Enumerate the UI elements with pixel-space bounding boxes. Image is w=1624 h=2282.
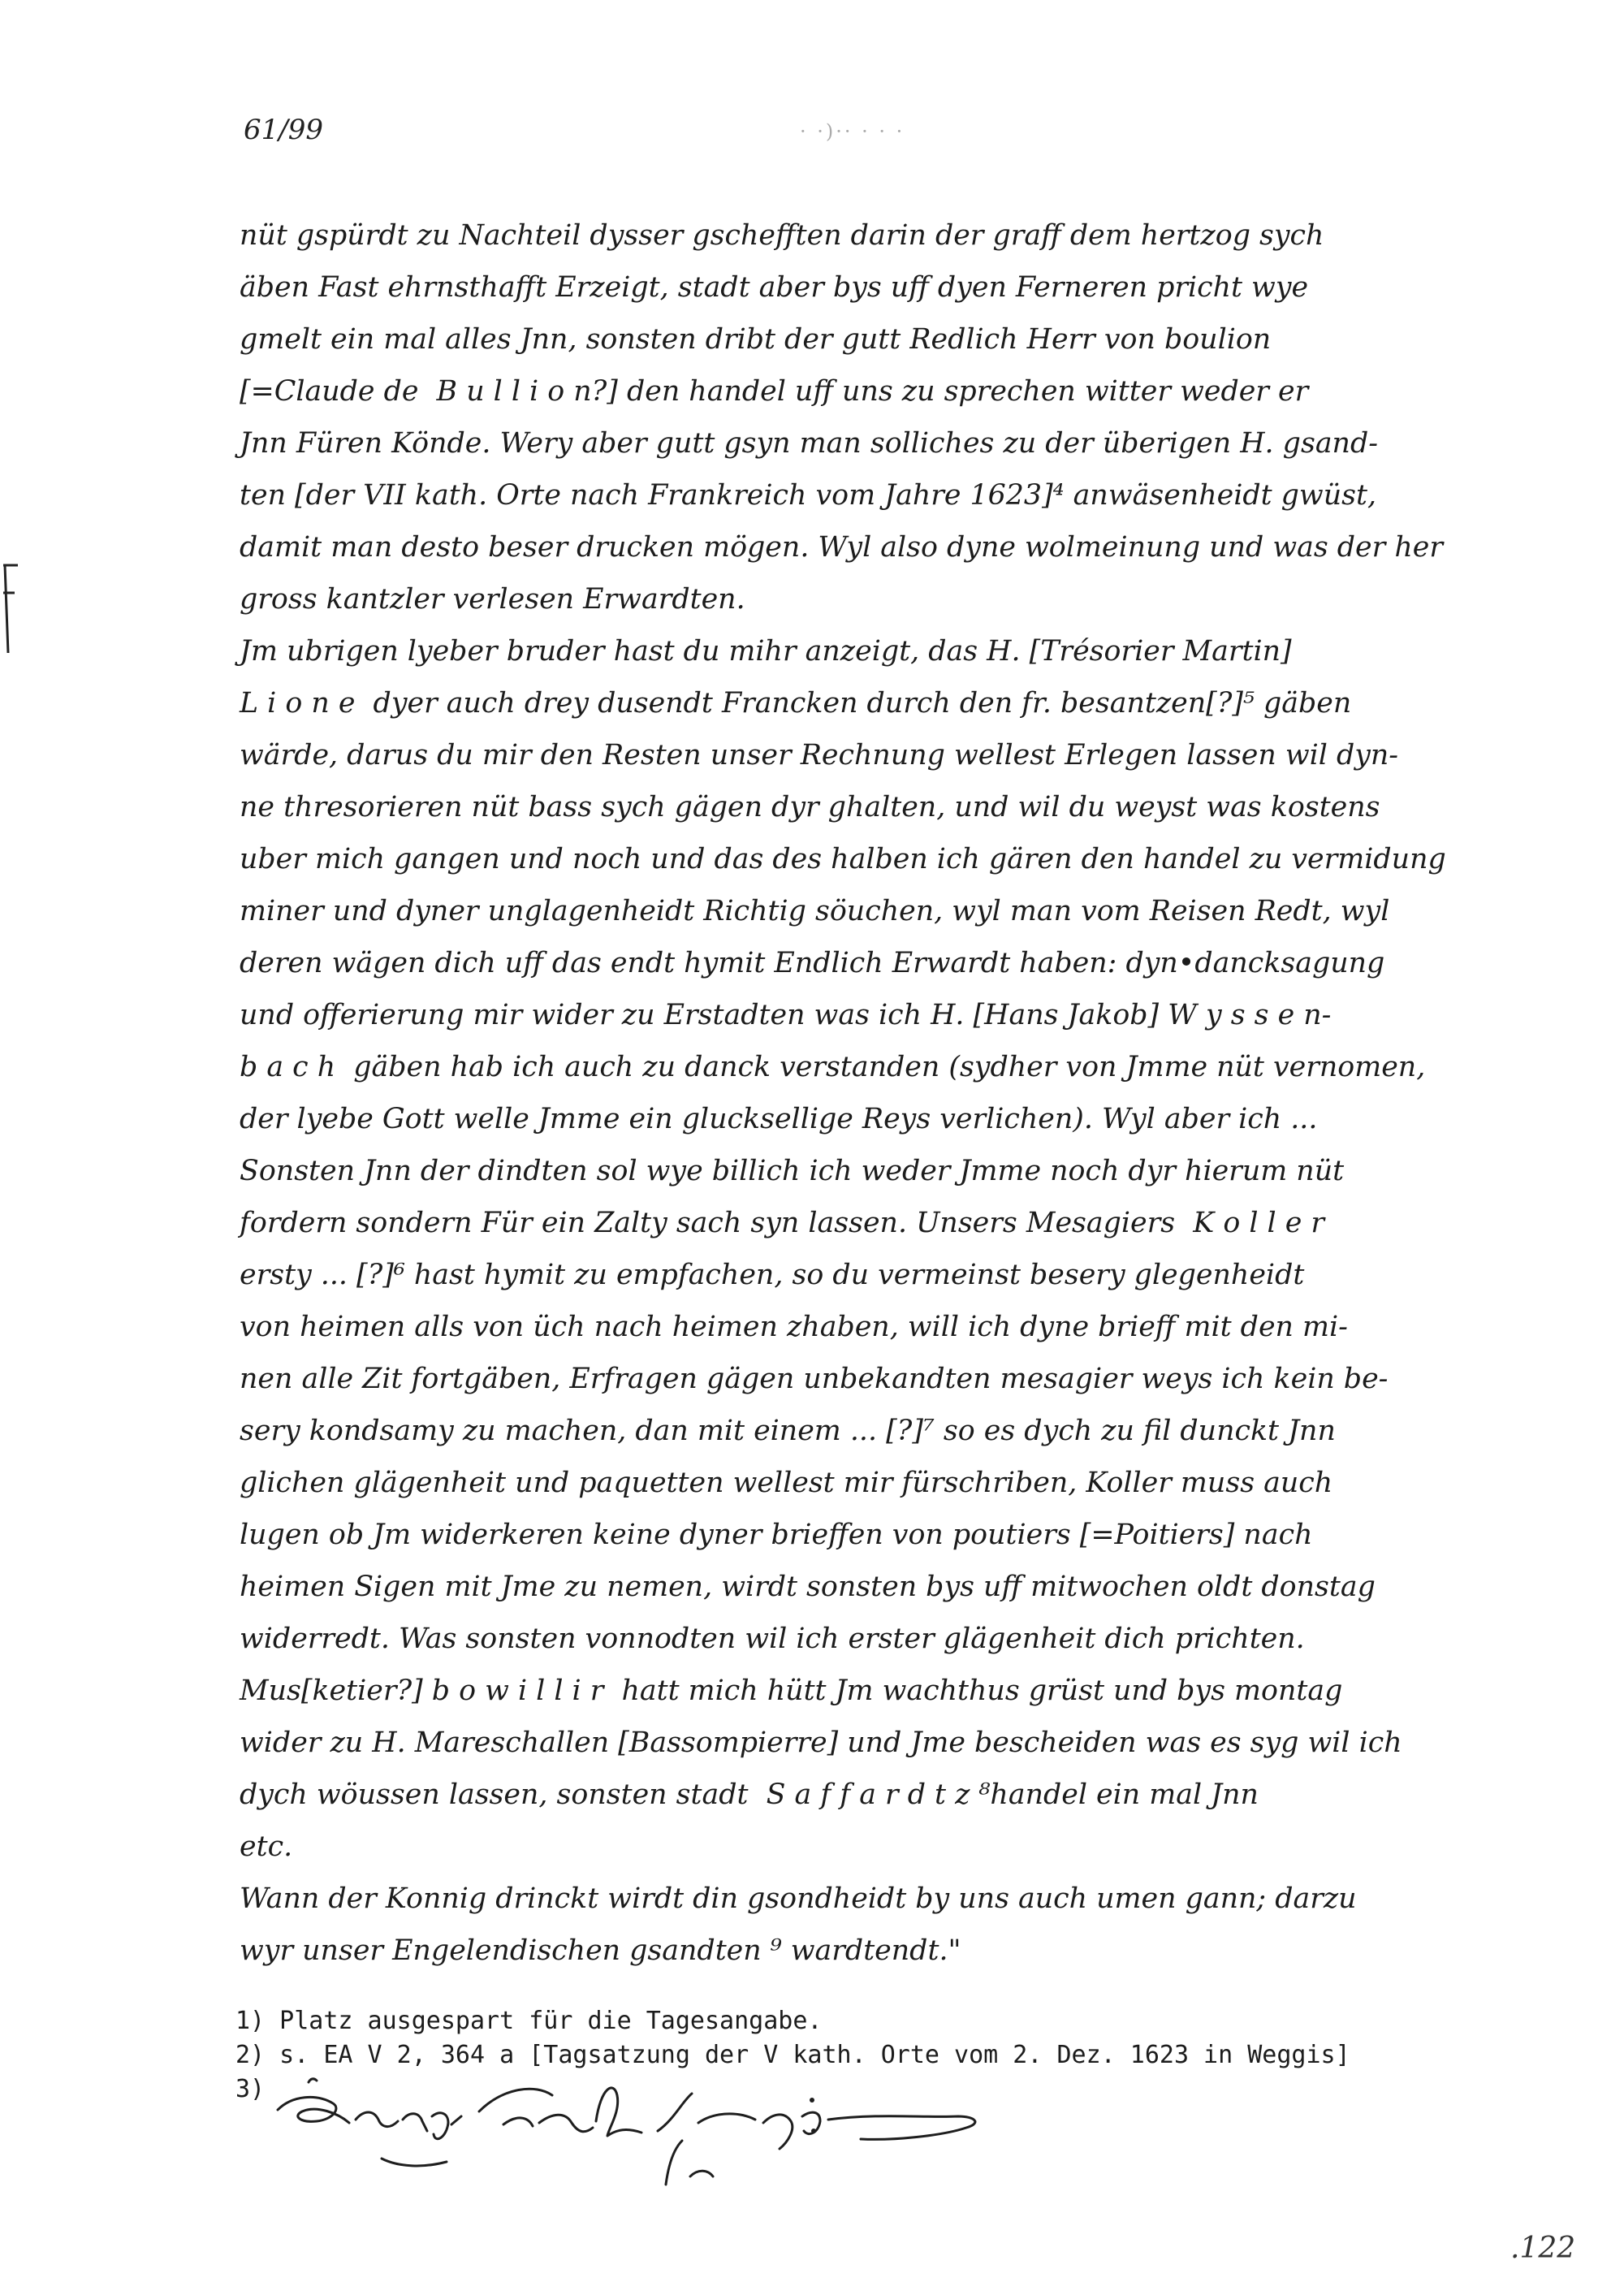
text-line: etc.	[240, 1830, 293, 1863]
text-line: Sonsten Jnn der dindten sol wye billich ich weder Jmme noch dyr hierum nüt	[240, 1155, 1345, 1187]
text-line: L i o n e dyer auch drey dusendt Francken durch den fr. besantzen[?]⁵ gäben	[240, 687, 1352, 720]
text-line: damit man desto beser drucken mögen. Wyl also dyne wolmeinung und was der her	[240, 531, 1443, 564]
text-line: Mus[ketier?] b o w i l l i r hatt mich hütt Jm wachthus grüst und bys montag	[240, 1675, 1343, 1707]
footnote-line: 1) Platz ausgespart für die Tagesangabe.	[235, 2007, 823, 2035]
text-line: uber mich gangen und noch und das des halben ich gären den handel zu vermidung	[240, 843, 1446, 875]
text-line: nen alle Zit fortgäben, Erfragen gägen unbekandten mesagier weys ich kein be-	[240, 1363, 1389, 1395]
text-line: gross kantzler verlesen Erwardten.	[240, 583, 745, 616]
text-line: Wann der Konnig drinckt wirdt din gsondheidt by uns auch umen gann; darzu	[240, 1882, 1357, 1915]
text-line: von heimen alls von üch nach heimen zhaben, will ich dyne brieff mit den mi-	[240, 1311, 1348, 1343]
handwritten-signature	[260, 2063, 1007, 2225]
text-line: und offerierung mir wider zu Erstadten was ich H. [Hans Jakob] W y s s e n-	[240, 999, 1332, 1031]
text-line: Jm ubrigen lyeber bruder hast du mihr anzeigt, das H. [Trésorier Martin]	[240, 635, 1292, 668]
text-line: b a c h gäben hab ich auch zu danck verstanden (sydher von Jmme nüt vernomen,	[240, 1051, 1426, 1083]
text-line: ne thresorieren nüt bass sych gägen dyr ghalten, und wil du weyst was kostens	[240, 791, 1380, 823]
text-line: deren wägen dich uff das endt hymit Endlich Erwardt haben: dyn•dancksagung	[240, 947, 1385, 979]
text-line: wärde, darus du mir den Resten unser Rechnung wellest Erlegen lassen wil dyn-	[240, 739, 1399, 771]
text-line: fordern sondern Für ein Zalty sach syn lassen. Unsers Mesagiers K o l l e r	[240, 1207, 1324, 1239]
text-line: wyr unser Engelendischen gsandten ⁹ wardtendt."	[240, 1934, 961, 1967]
text-line: ersty ... [?]⁶ hast hymit zu empfachen, so du vermeinst besery glegenheidt	[240, 1259, 1305, 1291]
text-line: sery kondsamy zu machen, dan mit einem ... [?]⁷ so es dych zu fil dunckt Jnn	[240, 1415, 1336, 1447]
text-line: dych wöussen lassen, sonsten stadt S a f f a r d t z ⁸handel ein mal Jnn	[240, 1778, 1259, 1811]
margin-bracket-mark	[0, 560, 23, 658]
text-line: lugen ob Jm widerkeren keine dyner brieffen von poutiers [=Poitiers] nach	[240, 1519, 1313, 1551]
text-line: nüt gspürdt zu Nachteil dysser gschefften darin der graff dem hertzog sych	[240, 219, 1324, 252]
corner-archive-number: .122	[1510, 2232, 1576, 2265]
text-line: miner und dyner unglagenheidt Richtig söuchen, wyl man vom Reisen Redt, wyl	[240, 895, 1390, 927]
text-line: ten [der VII kath. Orte nach Frankreich vom Jahre 1623]⁴ anwäsenheidt gwüst,	[240, 479, 1377, 512]
text-line: äben Fast ehrnsthafft Erzeigt, stadt aber bys uff dyen Ferneren pricht wye	[240, 271, 1309, 304]
text-line: [=Claude de B u l l i o n?] den handel uff uns zu sprechen witter weder er	[240, 375, 1309, 408]
footnote-line: 2) s. EA V 2, 364 a [Tagsatzung der V kath. Orte vom 2. Dez. 1623 in Weggis]	[235, 2041, 1350, 2069]
footnote-line: 3)	[235, 2075, 266, 2103]
letter-body-text	[240, 210, 1539, 1977]
text-line: widerredt. Was sonsten vonnodten wil ich erster glägenheit dich prichten.	[240, 1623, 1305, 1655]
text-line: glichen glägenheit und paquetten wellest mir fürschriben, Koller muss auch	[240, 1467, 1333, 1499]
page-number: 61/99	[244, 114, 323, 146]
text-line: wider zu H. Mareschallen [Bassompierre] und Jme bescheiden was es syg wil ich	[240, 1727, 1402, 1759]
text-line: Jnn Füren Könde. Wery aber gutt gsyn man solliches zu der überigen H. gsand-	[240, 427, 1379, 460]
text-line: der lyebe Gott welle Jmme ein glucksellige Reys verlichen). Wyl aber ich ...	[240, 1103, 1318, 1135]
archive-stamp-mark: · ·)·· · · ·	[800, 120, 905, 143]
text-line: gmelt ein mal alles Jnn, sonsten dribt der gutt Redlich Herr von boulion	[240, 323, 1272, 356]
text-line: heimen Sigen mit Jme zu nemen, wirdt sonsten bys uff mitwochen oldt donstag	[240, 1571, 1376, 1603]
